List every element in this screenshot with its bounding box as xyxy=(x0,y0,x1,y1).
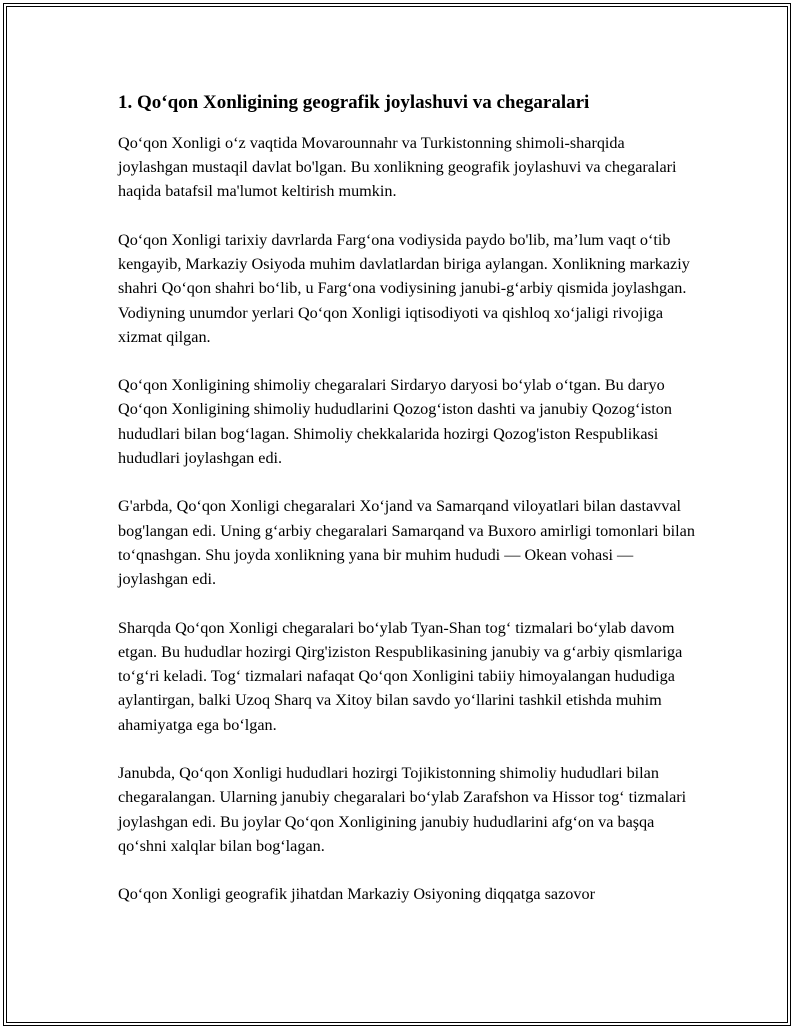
document-body xyxy=(118,92,698,931)
paragraph-conclusion: Qo‘qon Xonligi geografik jihatdan Markaziy Osiyoning diqqatga sazovor xyxy=(118,885,595,904)
paragraph-eastern-borders: Sharqda Qo‘qon Xonligi chegaralari bo‘ylab Tyan-Shan tog‘ tizmalari bo‘ylab davom etgan. Bu hududlar hozirgi Qirg'iziston Respublikasining janubiy va g‘arbiy qismlariga to‘g‘ri keladi. Tog‘ tizmalari nafaqat Qo‘qon Xonligini tabiiy himoyalangan hududiga aylantirgan, balki Uzoq Sharq va Xitoy bilan savdo yo‘llarini tashkil etishda muhim ahamiyatga ega bo‘lgan. xyxy=(118,618,683,734)
document-title: 1. Qo‘qon Xonligining geografik joylashuvi va chegaralari xyxy=(118,92,590,113)
paragraph-fergana-valley: Qo‘qon Xonligi tarixiy davrlarda Farg‘ona vodiysida paydo bo'lib, ma’lum vaqt o‘tib kengayib, Markaziy Osiyoda muhim davlatlardan biriga aylangan. Xonlikning markaziy shahri Qo‘qon shahri bo‘lib, u Farg‘ona vodiysining janubi-g‘arbiy qismida joylashgan. Vodiyning unumdor yerlari Qo‘qon Xonligi iqtisodiyoti va qishloq xo‘jaligi rivojiga xizmat qilgan. xyxy=(118,230,690,346)
paragraph-southern-borders: Janubda, Qo‘qon Xonligi hududlari hozirgi Tojikistonning shimoliy hududlari bilan chegaralangan. Ularning janubiy chegaralari bo‘ylab Zarafshon va Hissor tog‘ tizmalari joylashgan edi. Bu joylar Qo‘qon Xonligining janubiy hududlarini afg‘on va başqa qo‘shni xalqlar bilan bog‘lagan. xyxy=(118,764,687,855)
paragraph-intro: Qo‘qon Xonligi o‘z vaqtida Movarounnahr va Turkistonning shimoli-sharqida joylashgan mustaqil davlat bo'lgan. Bu xonlikning geografik joylashuvi va chegaralari haqida batafsil ma'lumot keltirish mumkin. xyxy=(118,133,677,201)
paragraph-western-borders: G'arbda, Qo‘qon Xonligi chegaralari Xo‘jand va Samarqand viloyatlari bilan dastavval bog'langan edi. Uning g‘arbiy chegaralari Samarqand va Buxoro amirligi tomonlari bilan to‘qnashgan. Shu joyda xonlikning yana bir muhim hududi — Okean vohasi — joylashgan edi. xyxy=(118,497,695,589)
paragraph-northern-borders: Qo‘qon Xonligining shimoliy chegaralari Sirdaryo daryosi bo‘ylab o‘tgan. Bu daryo Qo‘qon Xonligining shimoliy hududlarini Qozog‘iston dashti va janubiy Qozog‘iston hududlari bilan bog‘lagan. Shimoliy chekkalarida hozirgi Qozog'iston Respublikasi hududlari joylashgan edi. xyxy=(118,376,672,468)
